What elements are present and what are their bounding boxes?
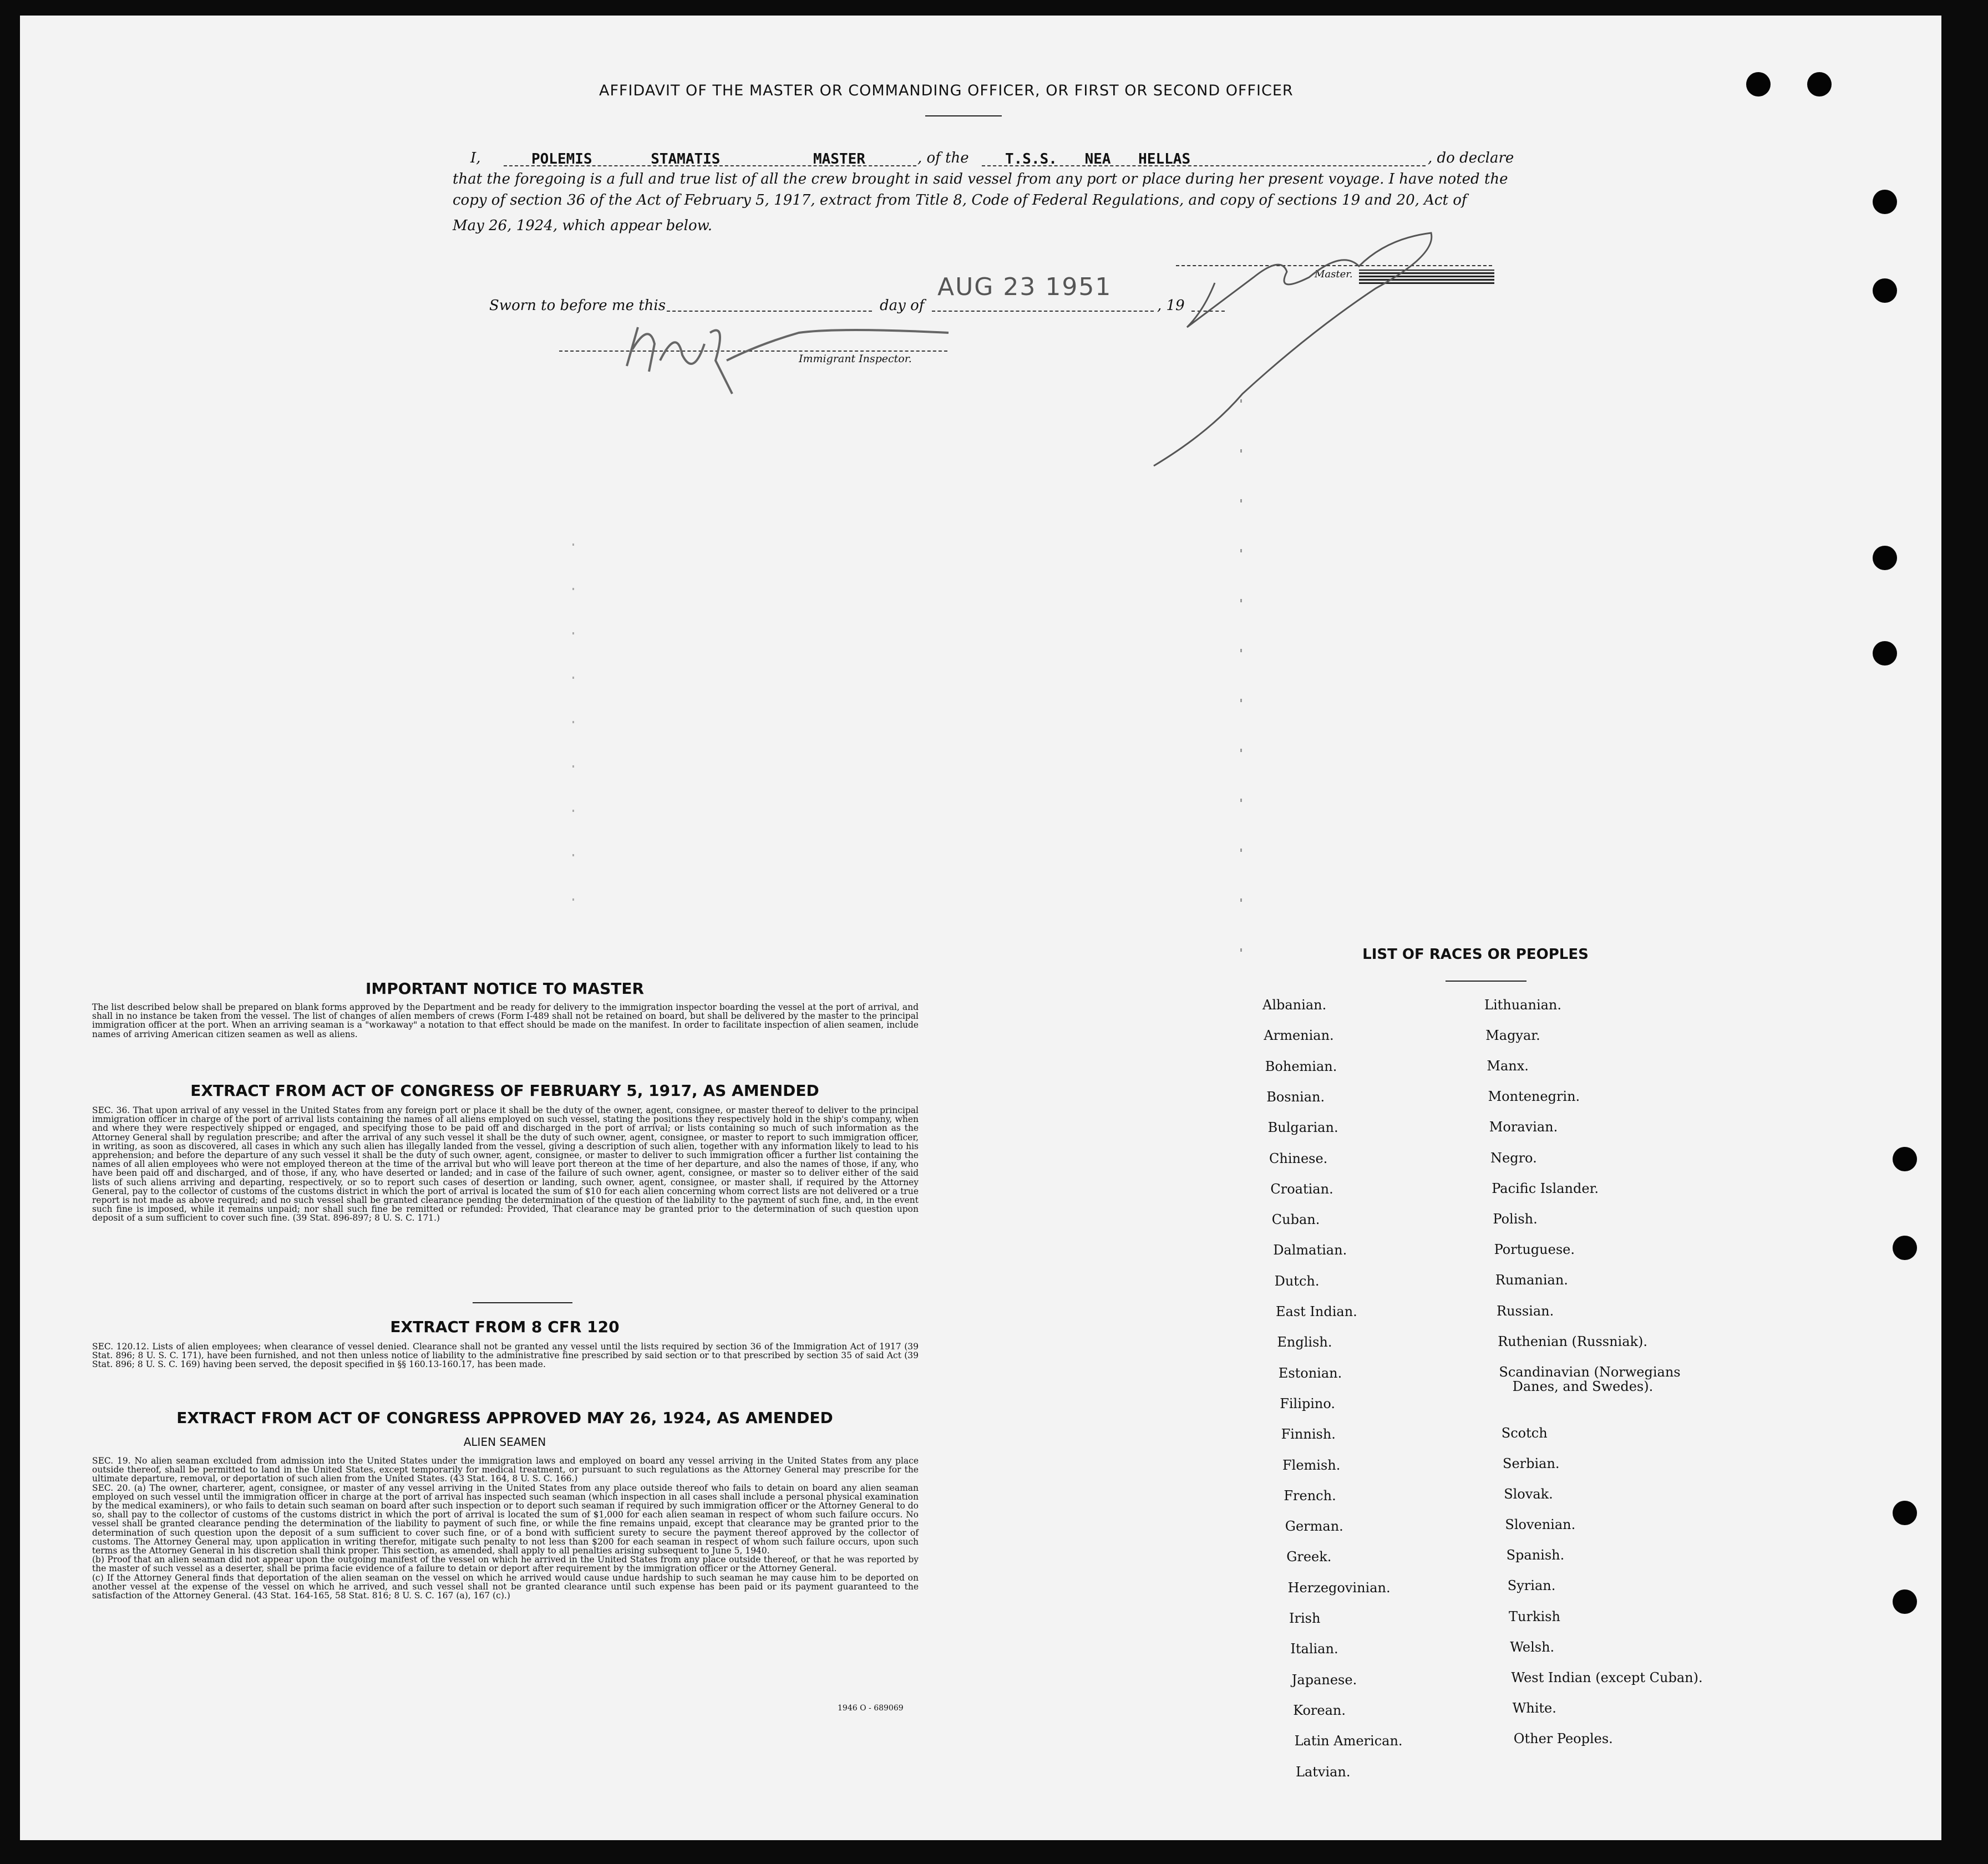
officer-rank: MASTER — [813, 151, 865, 167]
race-item: Slovak. — [1504, 1486, 1553, 1502]
race-item: Serbian. — [1503, 1456, 1560, 1471]
race-item: Moravian. — [1489, 1119, 1558, 1135]
race-item: Syrian. — [1507, 1578, 1556, 1593]
master-signature — [1143, 211, 1453, 477]
race-item: Rumanian. — [1495, 1272, 1568, 1288]
race-item: Turkish — [1509, 1609, 1560, 1624]
race-item: Portuguese. — [1494, 1242, 1575, 1257]
race-item: Bosnian. — [1266, 1089, 1325, 1105]
race-item: Japanese. — [1291, 1672, 1357, 1688]
race-item: German. — [1285, 1518, 1343, 1535]
race-item: Bohemian. — [1265, 1058, 1337, 1074]
sec-20b-text: (b) Proof that an alien seaman did not appear upon the outgoing manifest of the vessel on which he arrived in the United States from any place outside thereof, or that he was reported by the master of such vessel as a deserter, shall be prima facie evidence of a failure to detain or deport after requirement by the immigration officer or the Attorney General. — [92, 1555, 919, 1574]
race-item: Ruthenian (Russniak). — [1498, 1334, 1648, 1349]
race-item: Cuban. — [1271, 1212, 1320, 1228]
punch-hole — [1873, 190, 1897, 214]
race-item: Montenegrin. — [1488, 1089, 1580, 1104]
extract-1917-text: SEC. 36. That upon arrival of any vessel in the United States from any foreign port or place it shall be the duty of the owner, agent, consignee, or master thereof to deliver to the principal immigration officer in charge of the port of arrival lists containing the names of all aliens employed on such vessel, stating the positions they respectively hold in the ship's company, when and where they were respectively shipped or engaged, and specifying those to be paid off and discharged in the port of arrival; or lists containing so much of such information as the Attorney General shall by regulation prescribe; and after the arrival of any such vessel it shall be the duty of such owner, agent, consignee, or master to report to such immigration officer, in writing, as soon as discovered, all cases in which any such alien has illegally landed from the vessel, giving a description of such alien, together with any information likely to lead to his apprehension; and before the departure of any such vessel it shall be the duty of such owner, agent, consignee, or master to deliver to such immigration officer a further list containing the names of all alien employees who were not employed thereon at the time of the arrival but who will leave port thereon at the time of her departure, and also the names of those, if any, who have been paid off and discharged, and of those, if any, who have deserted or landed; and in case of the failure of such owner, agent, consignee, or master so to deliver either of the said lists of such aliens arriving and departing, respectively, or so to report such cases of desertion or landing, such owner, agent, consignee, or master shall, if required by the Attorney General, pay to the collector of customs of the customs district in which the port of arrival is located the sum of $10 for each alien concerning whom correct lists are not delivered or a true report is not made as above required; and no such vessel shall be granted clearance pending the determination of the question of the liability to the payment of such fine, and, in the event such fine is imposed, while it remains unpaid; nor shall such fine be remitted or refunded: Provided, That clearance may be granted prior to the determination of such question upon deposit of a sum sufficient to cover such fine. (39 Stat. 896-897; 8 U. S. C. 171.) — [92, 1105, 919, 1223]
do-declare-label: , do declare — [1428, 150, 1514, 166]
date-stamp: AUG 23 1951 — [937, 273, 1112, 301]
race-item: Pacific Islander. — [1492, 1181, 1599, 1196]
race-item: Latvian. — [1296, 1764, 1351, 1780]
race-item: Magyar. — [1485, 1028, 1540, 1043]
race-item: Herzegovinian. — [1287, 1579, 1391, 1596]
inspector-label: Immigrant Inspector. — [799, 353, 912, 365]
day-of-label: day of — [880, 297, 925, 314]
races-heading: LIST OF RACES OR PEOPLES — [1362, 946, 1589, 963]
punch-hole — [1893, 1236, 1917, 1260]
race-item: White. — [1512, 1700, 1556, 1716]
punch-hole — [1893, 1147, 1917, 1171]
extract-1917-heading: EXTRACT FROM ACT OF CONGRESS OF FEBRUARY 5, 1917, AS AMENDED — [190, 1081, 819, 1100]
declaration-line-4: May 26, 1924, which appear below. — [453, 217, 713, 234]
sec-19-text: SEC. 19. No alien seaman excluded from admission into the United States under the immigration laws and employed on board any vessel arriving in the United States from any place outside thereof, shall be permitted to land in the United States, except temporarily for medical treatment, or pursuant to such regulations as the Attorney General may prescribe for the ultimate departure, removal, or deportation of such alien from the United States. (43 Stat. 164, 8 U. S. C. 166.) — [92, 1456, 919, 1484]
race-item: Bulgarian. — [1267, 1120, 1338, 1136]
year-label: , 19 — [1157, 297, 1185, 314]
race-item: Flemish. — [1282, 1457, 1341, 1473]
race-item: Russian. — [1497, 1303, 1554, 1319]
master-label: Master. — [1315, 268, 1353, 280]
sec-20c-text: (c) If the Attorney General finds that deportation of the alien seaman on the vessel on which he arrived would cause undue hardship to such seaman he may cause him to be deported on another vessel at the expense of the vessel on which he arrived, and such vessel shall not be granted clearance until such expense has been paid or its payment guaranteed to the satisfaction of the Attorney General. (43 Stat. 164-165, 58 Stat. 816; 8 U. S. C. 167 (a), 167 (c).) — [92, 1572, 919, 1601]
notice-text: The list described below shall be prepared on blank forms approved by the Department and be ready for delivery to the immigration inspector boarding the vessel at the port of arrival, and shall in no instance be taken from the vessel. The list of changes of alien members of crews (Form I-489 shall not be retained on board, but shall be delivered by the master to the principal immigration officer at the port. When an arriving seaman is a "workaway" a notation to that effect should be made on the manifest. In order to facilitate inspection of alien seamen, include names of arriving American citizen seamen as well as aliens. — [92, 1002, 919, 1039]
race-item: Armenian. — [1264, 1028, 1334, 1044]
race-item: Korean. — [1293, 1702, 1346, 1718]
race-item: Negro. — [1490, 1150, 1537, 1166]
of-the-label: , of the — [917, 150, 969, 166]
race-item: West Indian (except Cuban). — [1511, 1670, 1703, 1685]
print-code: 1946 O - 689069 — [838, 1704, 904, 1713]
title-underline — [925, 115, 1002, 116]
affidavit-title: AFFIDAVIT OF THE MASTER OR COMMANDING OFFICER, OR FIRST OR SECOND OFFICER — [599, 82, 1294, 99]
race-item: Finnish. — [1281, 1426, 1336, 1443]
extract-cfr-text: SEC. 120.12. Lists of alien employees; when clearance of vessel denied. Clearance shall not be granted any vessel until the lists required by section 36 of the Immigration Act of 1917 (39 Stat. 896; 8 U. S. C. 171), have been furnished, and not then unless notice of liability to the administrative fine prescribed by said section or to that prescribed by section 35 of said Act (39 Stat. 896; 8 U. S. C. 169) having been served, the deposit specified in §§ 160.13-160.17, has been made. — [92, 1342, 919, 1370]
sec-20a-text: SEC. 20. (a) The owner, charterer, agent, consignee, or master of any vessel arriving in the United States from any place outside thereof who fails to detain on board any alien seaman employed on such vessel until the immigration officer in charge at the port of arrival has inspected such seaman (which inspection in all cases shall include a personal physical examination by the medical examiners), or who fails to detain such seaman on board after such inspection or to deport such seaman if required by such immigration officer or the Attorney General to do so, shall pay to the collector of customs of the customs district in which the port of arrival is located the sum of $1,000 for each alien seaman in respect of whom such failure occurs. No vessel shall be granted clearance pending the determination of the liability to payment of such fine, or while the fine remains unpaid, except that clearance may be granted prior to the determination of such question upon the deposit of a sum sufficient to cover such fine, or of a bond with sufficient surety to secure the payment thereof approved by the collector of customs. The Attorney General may, upon application in writing therefor, mitigate such penalty to not less than $200 for each seaman in respect of whom such failure occurs, upon such terms as the Attorney General in his discretion shall think proper. This section, as amended, shall apply to all penalties arising subsequent to June 5, 1940. — [92, 1482, 919, 1556]
scan-mark — [572, 544, 574, 943]
race-item: Spanish. — [1506, 1547, 1565, 1563]
extract-cfr-heading: EXTRACT FROM 8 CFR 120 — [390, 1318, 620, 1336]
punch-hole — [1873, 546, 1897, 570]
race-item: Irish — [1289, 1611, 1321, 1626]
race-item: Danes, and Swedes). — [1512, 1379, 1654, 1394]
sworn-label: Sworn to before me this — [489, 297, 666, 314]
race-item: Croatian. — [1270, 1181, 1333, 1197]
extract-1924-heading: EXTRACT FROM ACT OF CONGRESS APPROVED MAY 26, 1924, AS AMENDED — [176, 1409, 833, 1427]
i-label: I, — [470, 150, 481, 166]
extract-1924-subheading: ALIEN SEAMEN — [463, 1435, 546, 1449]
race-item: Dalmatian. — [1273, 1242, 1347, 1258]
race-item: Slovenian. — [1505, 1517, 1576, 1532]
race-item: French. — [1284, 1487, 1336, 1504]
race-item: Dutch. — [1274, 1273, 1320, 1289]
race-item: Scandinavian (Norwegians — [1499, 1364, 1681, 1380]
punch-hole — [1807, 72, 1832, 96]
race-item: Other Peoples. — [1513, 1731, 1613, 1746]
inspector-signature — [616, 311, 960, 405]
race-item: Chinese. — [1269, 1150, 1328, 1166]
race-item: East Indian. — [1276, 1304, 1357, 1319]
race-item: Scotch — [1501, 1425, 1548, 1441]
race-item: Latin American. — [1294, 1733, 1403, 1749]
race-item: Polish. — [1493, 1211, 1538, 1227]
race-item: Estonian. — [1278, 1365, 1342, 1381]
race-item: Welsh. — [1510, 1639, 1555, 1655]
race-item: Greek. — [1286, 1549, 1332, 1565]
race-item: Albanian. — [1262, 997, 1327, 1013]
punch-hole — [1893, 1589, 1917, 1614]
punch-hole — [1746, 72, 1771, 96]
race-item: Filipino. — [1280, 1395, 1336, 1411]
punch-hole — [1893, 1501, 1917, 1525]
officer-name: POLEMIS STAMATIS — [531, 151, 721, 167]
extract-1924-text — [92, 1456, 919, 1600]
race-item: Lithuanian. — [1484, 997, 1562, 1013]
notice-heading: IMPORTANT NOTICE TO MASTER — [365, 979, 645, 998]
race-item: Italian. — [1290, 1641, 1338, 1657]
declaration-line-2: that the foregoing is a full and true list of all the crew brought in said vessel from any port or place during her present voyage. I have noted the — [453, 171, 1508, 187]
scan-mark — [1240, 399, 1242, 976]
race-item: English. — [1277, 1334, 1332, 1350]
vessel-name: T.S.S. NEA HELLAS — [1005, 151, 1191, 167]
punch-hole — [1873, 278, 1897, 303]
punch-hole — [1873, 641, 1897, 666]
race-item: Manx. — [1487, 1058, 1529, 1074]
declaration-line-3: copy of section 36 of the Act of February 5, 1917, extract from Title 8, Code of Federal Regulations, and copy of sections 19 and 20, Act of — [453, 192, 1467, 209]
